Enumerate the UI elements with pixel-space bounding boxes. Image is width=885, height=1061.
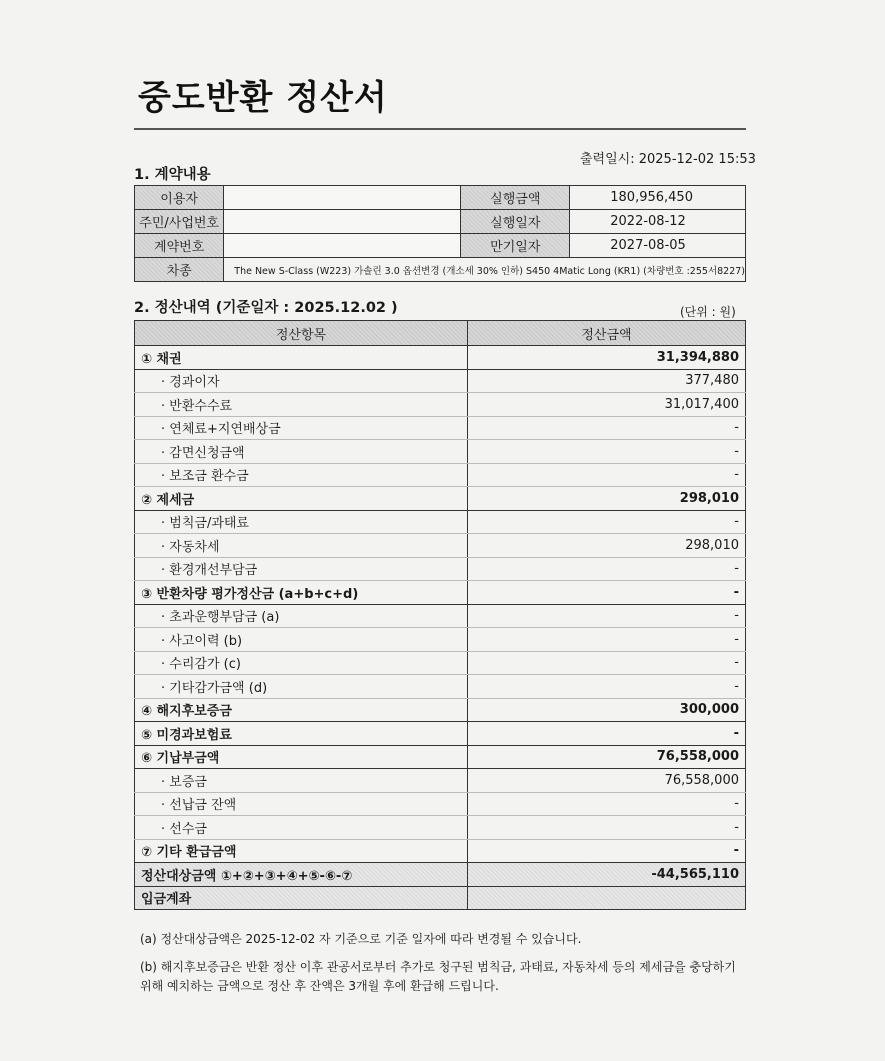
settlement-subitem-row bbox=[135, 651, 746, 675]
settlement-item-label: · 기타감가금액 (d) bbox=[135, 675, 468, 699]
settlement-amount: - bbox=[468, 581, 746, 605]
settlement-amount: - bbox=[468, 440, 746, 464]
unit-label: (단위 : 원) bbox=[680, 305, 736, 319]
contract-label: 계약번호 bbox=[135, 234, 224, 258]
settlement-item-label: · 반환수수료 bbox=[135, 393, 468, 417]
contract-value: 2022-08-12 bbox=[570, 210, 746, 234]
title-divider bbox=[134, 128, 746, 130]
settlement-item-label: ② 제세금 bbox=[135, 487, 468, 511]
settlement-amount: 377,480 bbox=[468, 369, 746, 393]
settlement-subitem-row bbox=[135, 557, 746, 581]
settlement-subitem-row bbox=[135, 393, 746, 417]
settlement-category-row bbox=[135, 487, 746, 511]
settlement-amount: - bbox=[468, 722, 746, 746]
settlement-item-label: · 연체료+지연배상금 bbox=[135, 416, 468, 440]
settlement-amount: 300,000 bbox=[468, 698, 746, 722]
settlement-subitem-row bbox=[135, 463, 746, 487]
settlement-item-label: · 감면신청금액 bbox=[135, 440, 468, 464]
settlement-subitem-row bbox=[135, 416, 746, 440]
settlement-category-row bbox=[135, 346, 746, 370]
settlement-item-label: · 자동차세 bbox=[135, 534, 468, 558]
settlement-item-label: ③ 반환차량 평가정산금 (a+b+c+d) bbox=[135, 581, 468, 605]
settlement-item-label: 정산대상금액 ①+②+③+④+⑤-⑥-⑦ bbox=[135, 863, 468, 887]
settlement-table bbox=[134, 320, 746, 910]
settlement-amount: - bbox=[468, 416, 746, 440]
note-a: (a) 정산대상금액은 2025-12-02 자 기준으로 기준 일자에 따라 변경될 수 있습니다. bbox=[140, 932, 582, 946]
settlement-amount: - bbox=[468, 510, 746, 534]
settlement-subitem-row bbox=[135, 369, 746, 393]
contract-value-redacted bbox=[224, 234, 461, 258]
settlement-subitem-row bbox=[135, 510, 746, 534]
settlement-amount: - bbox=[468, 604, 746, 628]
document-title: 중도반환 정산서 bbox=[138, 78, 388, 118]
settlement-category-row bbox=[135, 722, 746, 746]
contract-label: 주민/사업번호 bbox=[135, 210, 224, 234]
settlement-amount: - bbox=[468, 463, 746, 487]
settlement-category-row bbox=[135, 698, 746, 722]
settlement-amount: 76,558,000 bbox=[468, 769, 746, 793]
settlement-subitem-row bbox=[135, 440, 746, 464]
car-label: 차종 bbox=[135, 258, 224, 282]
section1-title: 1. 계약내용 bbox=[134, 167, 211, 183]
settlement-amount: 298,010 bbox=[468, 487, 746, 511]
settlement-item-label: · 보증금 bbox=[135, 769, 468, 793]
contract-value-redacted bbox=[224, 210, 461, 234]
contract-table bbox=[134, 185, 746, 282]
settlement-subitem-row bbox=[135, 628, 746, 652]
settlement-amount: - bbox=[468, 675, 746, 699]
contract-row bbox=[135, 234, 746, 258]
contract-row bbox=[135, 186, 746, 210]
settlement-amount: - bbox=[468, 839, 746, 863]
settlement-item-label: · 보조금 환수금 bbox=[135, 463, 468, 487]
settlement-amount: - bbox=[468, 557, 746, 581]
settlement-amount: - bbox=[468, 792, 746, 816]
contract-value: 180,956,450 bbox=[570, 186, 746, 210]
settlement-item-label: · 사고이력 (b) bbox=[135, 628, 468, 652]
settlement-amount bbox=[468, 886, 746, 910]
settlement-category-row bbox=[135, 839, 746, 863]
settlement-item-label: 입금계좌 bbox=[135, 886, 468, 910]
car-value: The New S-Class (W223) 가솔린 3.0 옵션변경 (개소세 30% 인하) S450 4Matic Long (KR1) (차량번호 :255서8227) bbox=[224, 258, 746, 282]
header-item: 정산항목 bbox=[135, 321, 468, 346]
settlement-subitem-row bbox=[135, 604, 746, 628]
contract-label: 만기일자 bbox=[461, 234, 570, 258]
settlement-item-label: ④ 해지후보증금 bbox=[135, 698, 468, 722]
settlement-item-label: · 초과운행부담금 (a) bbox=[135, 604, 468, 628]
settlement-category-row bbox=[135, 863, 746, 887]
settlement-item-label: · 범칙금/과태료 bbox=[135, 510, 468, 534]
settlement-amount: -44,565,110 bbox=[468, 863, 746, 887]
settlement-item-label: · 선납금 잔액 bbox=[135, 792, 468, 816]
settlement-subitem-row bbox=[135, 675, 746, 699]
settlement-amount: 31,394,880 bbox=[468, 346, 746, 370]
contract-label: 이용자 bbox=[135, 186, 224, 210]
contract-row bbox=[135, 210, 746, 234]
settlement-subitem-row bbox=[135, 534, 746, 558]
contract-row-car bbox=[135, 258, 746, 282]
note-b: (b) 해지후보증금은 반환 정산 이후 관공서로부터 추가로 청구된 범칙금, 과태료, 자동차세 등의 제세금을 충당하기 위해 예치하는 금액으로 정산 후 잔액은 3개월 후에 환급해 드립니다. bbox=[140, 960, 736, 993]
settlement-amount: - bbox=[468, 816, 746, 840]
settlement-category-row bbox=[135, 581, 746, 605]
settlement-subitem-row bbox=[135, 816, 746, 840]
header-amount: 정산금액 bbox=[468, 321, 746, 346]
settlement-amount: 298,010 bbox=[468, 534, 746, 558]
settlement-item-label: ⑥ 기납부금액 bbox=[135, 745, 468, 769]
print-date: 출력일시: 2025-12-02 15:53 bbox=[580, 152, 756, 167]
settlement-subitem-row bbox=[135, 769, 746, 793]
settlement-item-label: · 수리감가 (c) bbox=[135, 651, 468, 675]
contract-label: 실행금액 bbox=[461, 186, 570, 210]
settlement-category-row bbox=[135, 886, 746, 910]
settlement-item-label: ⑤ 미경과보험료 bbox=[135, 722, 468, 746]
settlement-item-label: ① 채권 bbox=[135, 346, 468, 370]
settlement-item-label: · 선수금 bbox=[135, 816, 468, 840]
settlement-amount: - bbox=[468, 651, 746, 675]
settlement-amount: 76,558,000 bbox=[468, 745, 746, 769]
contract-label: 실행일자 bbox=[461, 210, 570, 234]
settlement-amount: - bbox=[468, 628, 746, 652]
settlement-item-label: · 경과이자 bbox=[135, 369, 468, 393]
section2-title: 2. 정산내역 (기준일자 : 2025.12.02 ) bbox=[134, 300, 398, 316]
contract-value-redacted bbox=[224, 186, 461, 210]
settlement-item-label: · 환경개선부담금 bbox=[135, 557, 468, 581]
contract-value: 2027-08-05 bbox=[570, 234, 746, 258]
settlement-amount: 31,017,400 bbox=[468, 393, 746, 417]
settlement-header-row bbox=[135, 321, 746, 346]
settlement-category-row bbox=[135, 745, 746, 769]
settlement-item-label: ⑦ 기타 환급금액 bbox=[135, 839, 468, 863]
settlement-subitem-row bbox=[135, 792, 746, 816]
